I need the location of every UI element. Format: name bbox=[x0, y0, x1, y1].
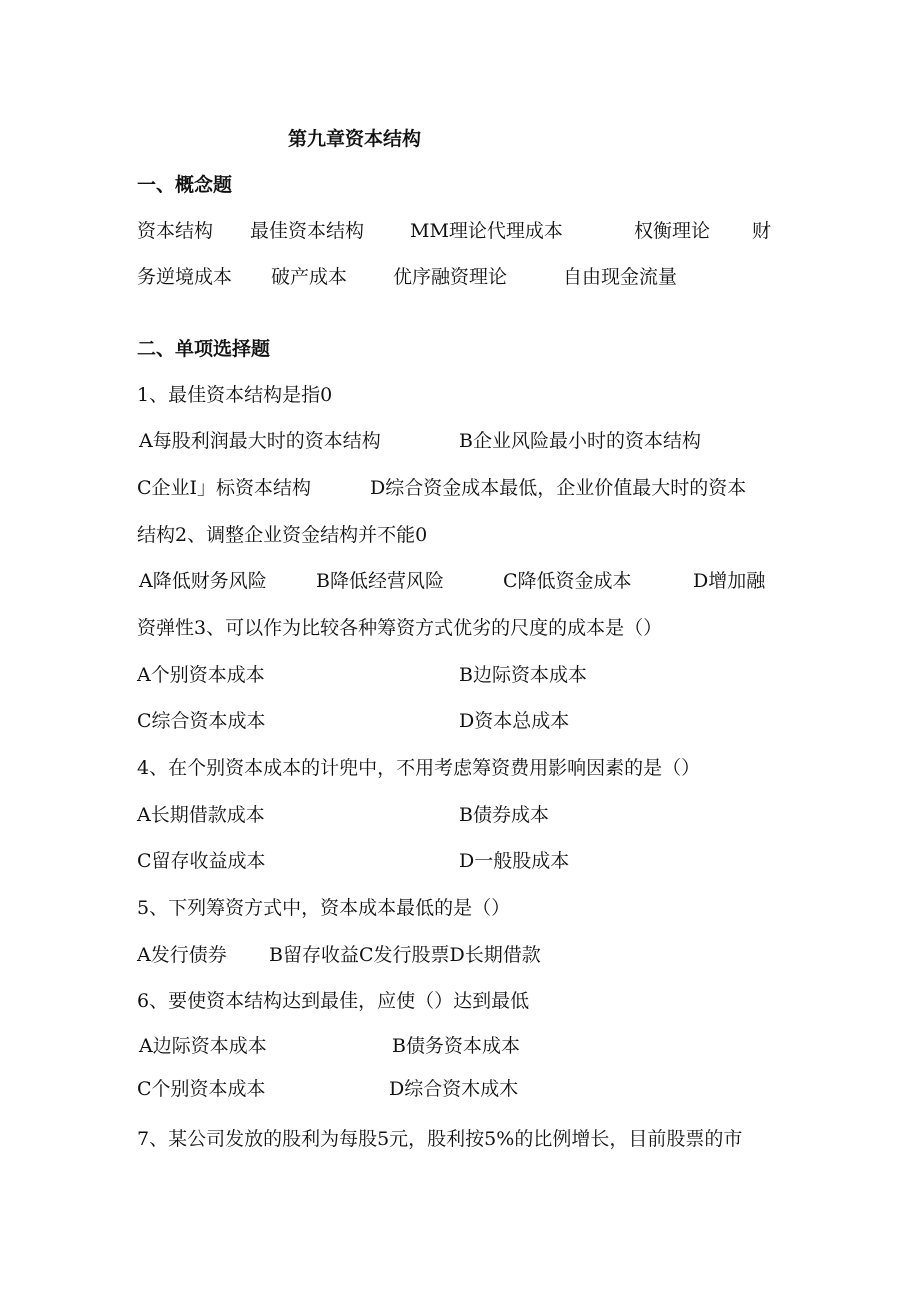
option-a: A长期借款成本 bbox=[137, 804, 265, 826]
concept-term: 权衡理论 bbox=[634, 220, 711, 242]
option-d: D一般股成本 bbox=[459, 850, 570, 872]
option-c: C降低资金成本 bbox=[503, 570, 632, 592]
question-stem: 资弹性3、可以作为比较各种筹资方式优劣的尺度的成本是（） bbox=[137, 617, 663, 639]
option-c: C综合资本成本 bbox=[137, 710, 266, 732]
concept-term: 最佳资本结构 bbox=[250, 220, 365, 242]
option-a: A发行债券 bbox=[137, 944, 227, 966]
page-title: 第九章资本结构 bbox=[288, 128, 422, 150]
question-stem: 6、要使资本结构达到最佳，应使（）达到最低 bbox=[137, 990, 530, 1012]
option-b: B债券成本 bbox=[459, 804, 549, 826]
section-heading-concepts: 一、概念题 bbox=[137, 174, 233, 196]
option-a: A个别资本成本 bbox=[137, 664, 265, 686]
option-a: A边际资本成本 bbox=[139, 1035, 267, 1057]
concept-term: 财 bbox=[752, 220, 772, 242]
option-b: B边际资本成本 bbox=[459, 664, 587, 686]
concept-term: 优序融资理论 bbox=[393, 266, 508, 288]
options-bcd: B留存收益C发行股票D长期借款 bbox=[269, 944, 541, 966]
option-c: C企业I」标资本结构 bbox=[137, 477, 312, 499]
option-b: B债务资本成本 bbox=[392, 1035, 520, 1057]
question-stem: 7、某公司发放的股利为每股5元，股利按5%的比例增长，目前股票的市 bbox=[137, 1128, 743, 1150]
option-d: D资本总成本 bbox=[459, 710, 570, 732]
question-stem: 5、下列筹资方式中，资本成本最低的是（） bbox=[137, 897, 511, 919]
option-d: D综合资木成木 bbox=[389, 1078, 519, 1100]
question-stem: 4、在个别资本成本的计兜中，不用考虑筹资费用影响因素的是（） bbox=[137, 757, 701, 779]
concept-term: 务逆境成本 bbox=[137, 266, 233, 288]
concept-term: MM理论代理成本 bbox=[410, 220, 563, 242]
option-d: D综合资金成本最低，企业价值最大时的资本 bbox=[370, 477, 747, 499]
question-stem: 结构2、调整企业资金结构并不能0 bbox=[137, 524, 428, 546]
option-d: D增加融 bbox=[693, 570, 766, 592]
option-a: A降低财务风险 bbox=[139, 570, 267, 592]
section-heading-single-choice: 二、单项选择题 bbox=[137, 338, 271, 360]
option-a: A每股利润最大时的资本结构 bbox=[139, 430, 381, 452]
question-stem: 1、最佳资本结构是指0 bbox=[137, 384, 333, 406]
concept-term: 资本结构 bbox=[137, 220, 214, 242]
option-b: B企业风险最小时的资本结构 bbox=[459, 430, 701, 452]
option-c: C个别资本成本 bbox=[137, 1078, 266, 1100]
option-b: B降低经营风险 bbox=[316, 570, 444, 592]
concept-term: 破产成本 bbox=[271, 266, 348, 288]
option-c: C留存收益成本 bbox=[137, 850, 266, 872]
concept-term: 自由现金流量 bbox=[563, 266, 678, 288]
